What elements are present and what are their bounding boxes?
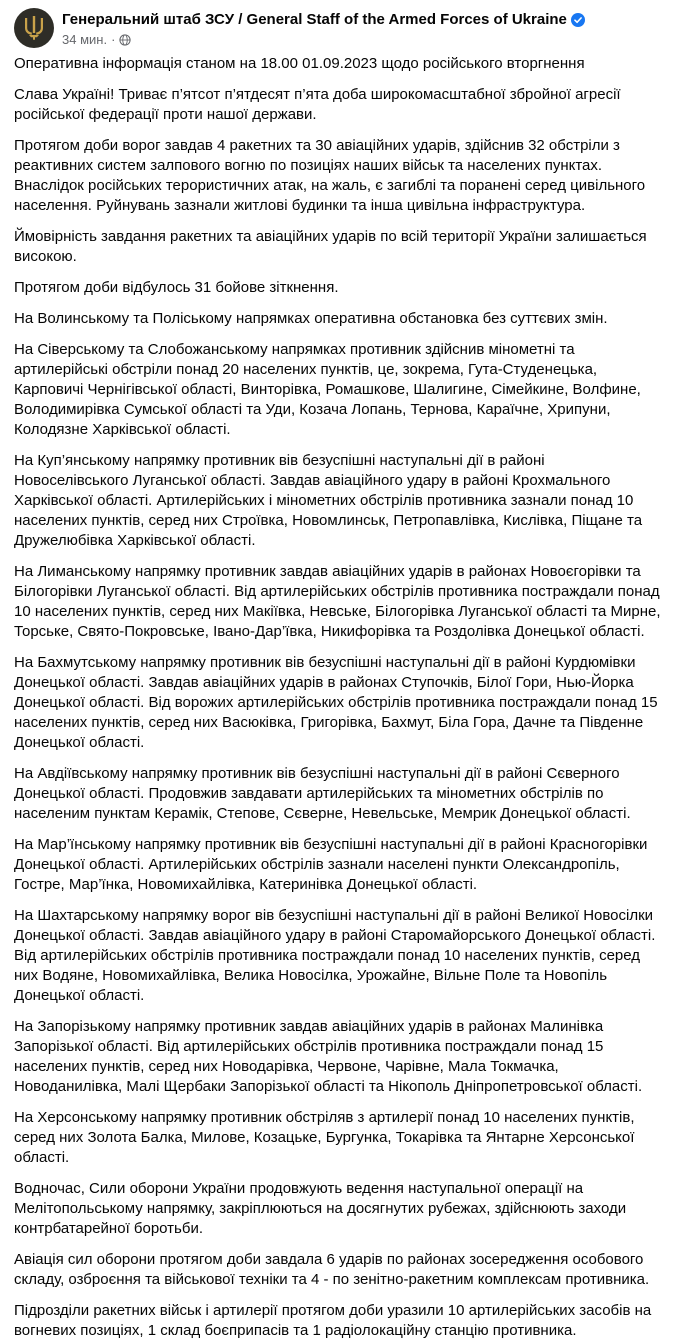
post-timestamp[interactable]: 34 мин. [62, 32, 108, 47]
post-paragraph: На Шахтарському напрямку ворог вів безуспішні наступальні дії в районі Великої Новосілки Донецької області. Завдав авіаційного удару в районі Старомайорського Донецької області. Від артилерійських обстрілів противника постраждали понад 10 населених пунктів, серед них Водяне, Новомихайлівка, Велика Новосілка, Урожайне, Вільне Поле та Новопіль Донецької області. [14, 907, 656, 1004]
post-paragraph: На Волинському та Поліському напрямках оперативна обстановка без суттєвих змін. [14, 310, 608, 327]
post-paragraph: На Запорізькому напрямку противник завдав авіаційних ударів в районах Малинівка Запорізької області. Від артилерійських обстрілів противника постраждали понад 15 населених пунктів, серед них Новодарівка, Червоне, Чарівне, Мала Токмачка, Новоданилівка, Малі Щербаки Запорізької області та Нікополь Дніпропетровської області. [14, 1018, 643, 1095]
globe-icon[interactable] [119, 34, 131, 46]
post-paragraph: На Херсонському напрямку противник обстріляв з артилерії понад 10 населених пунктів, серед них Золота Балка, Милове, Козацьке, Бургунка, Токарівка та Янтарне Херсонської області. [14, 1109, 635, 1166]
post-paragraph: Протягом доби відбулось 31 бойове зіткнення. [14, 279, 339, 296]
verified-badge-icon [571, 13, 585, 27]
post-sub-meta [62, 32, 585, 48]
post-paragraph: На Лиманському напрямку противник завдав авіаційних ударів в районах Новоєгорівки та Білогорівки Луганської області. Від артилерійських обстрілів противника постраждали понад 10 населених пунктів, серед них Макіївка, Невське, Білогорівка Луганської області та Мирне, Торське, Свято-Покровське, Івано-Дар’ївка, Никифорівка та Роздолівка Донецької області. [14, 563, 661, 640]
post-paragraph: На Бахмутському напрямку противник вів безуспішні наступальні дії в районі Курдюмівки Донецької області. Завдав авіаційних ударів в районах Ступочків, Білої Гори, Нью-Йорка Донецької області. Від ворожих артилерійських обстрілів противника постраждали понад 15 населених пунктів, серед них Васюківка, Григорівка, Бахмут, Біла Гора, Дачне та Південне Донецької області. [14, 654, 658, 751]
meta-separator: · [111, 32, 116, 47]
post-body [14, 54, 663, 1341]
post-paragraph: На Сіверському та Слобожанському напрямках противник здійснив мінометні та артилерійські обстріли понад 20 населених пунктів, це, зокрема, Гута-Студенецька, Карповичі Чернігівської області, Винторівка, Ромашкове, Шалигине, Сімейкине, Волфине, Володимирівка Сумської області та Уди, Козача Лопань, Тернова, Караїчне, Хрипуни, Колодязне Харківської області. [14, 341, 641, 438]
post-header [14, 0, 663, 54]
post-paragraph: Авіація сил оборони протягом доби завдала 6 ударів по районах зосередження особового складу, озброєння та військової техніки та 4 - по зенітно-ракетним комплексам противника. [14, 1251, 650, 1288]
post-paragraph: Ймовірність завдання ракетних та авіаційних ударів по всій території України залишається високою. [14, 228, 647, 265]
trident-emblem-icon [22, 15, 46, 41]
post-paragraph: На Куп’янському напрямку противник вів безуспішні наступальні дії в районі Новоселівського Луганської області. Завдав авіаційного удару в районі Крохмального Харківської області. Артилерійських і мінометних обстрілів противника зазнали понад 10 населених пунктів, серед них Строївка, Новомлинськ, Петропавлівка, Кислівка, Піщане та Дружелюбівка Харківської області. [14, 452, 643, 549]
post-paragraph: Водночас, Сили оборони України продовжують ведення наступальної операції на Мелітопольському напрямку, закріплюються на досягнутих рубежах, здійснюють заходи контрбатарейної боротьби. [14, 1180, 627, 1237]
post-paragraph: Слава Україні! Триває п’ятсот п’ятдесят п’ята доба широкомасштабної збройної агресії російської федерації проти нашої держави. [14, 86, 621, 123]
post-paragraph: На Авдіївському напрямку противник вів безуспішні наступальні дії в районі Сєверного Донецької області. Продовжив завдавати артилерійських та мінометних обстрілів по населеним пунктам Керамік, Степове, Сєверне, Невельське, Мемрик Донецької області. [14, 765, 631, 822]
name-row [62, 10, 585, 29]
post-paragraph: Підрозділи ракетних військ і артилерії протягом доби уразили 10 артилерійських засобів на вогневих позиціях, 1 склад боєприпасів та 1 радіолокаційну станцію противника. [14, 1302, 652, 1339]
post-paragraph: На Мар’їнському напрямку противник вів безуспішні наступальні дії в районі Красногорівки Донецької області. Артилерійських обстрілів зазнали населені пункти Олександропіль, Гостре, Мар’їнка, Новомихайлівка, Катеринівка Донецької області. [14, 836, 648, 893]
post-meta [62, 8, 585, 48]
page-name-link[interactable]: Генеральний штаб ЗСУ / General Staff of the Armed Forces of Ukraine [62, 11, 567, 28]
post-paragraph: Оперативна інформація станом на 18.00 01.09.2023 щодо російського вторгнення [14, 55, 585, 72]
page-avatar[interactable] [14, 8, 54, 48]
post-paragraph: Протягом доби ворог завдав 4 ракетних та 30 авіаційних ударів, здійснив 32 обстріли з реактивних систем залпового вогню по позиціях наших військ та населених пунктах. Внаслідок російських терористичних атак, на жаль, є загиблі та поранені серед цивільного населення. Руйнувань зазнали житлові будинки та інша цивільна інфраструктура. [14, 137, 646, 214]
